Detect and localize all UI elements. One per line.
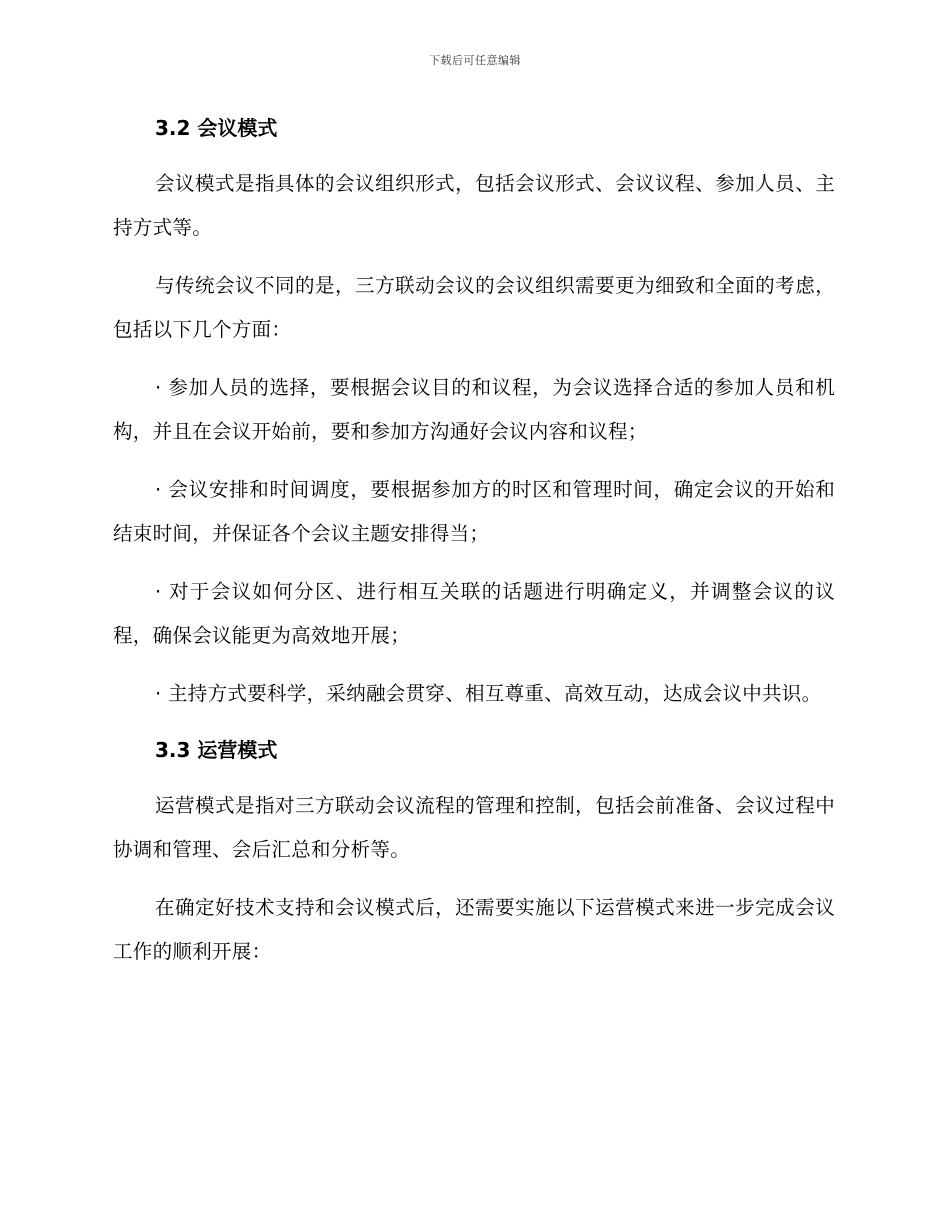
page-header: 下载后可任意编辑 (429, 54, 521, 67)
document-body (113, 108, 835, 988)
bullet-paragraph: · 参加人员的选择，要根据会议目的和议程，为会议选择合适的参加人员和机构，并且在会议开始前，要和参加方沟通好会议内容和议程； (113, 376, 835, 443)
section-heading-3-3: 3.3 运营模式 (155, 738, 278, 762)
section-heading-3-2: 3.2 会议模式 (155, 116, 278, 140)
paragraph: 运营模式是指对三方联动会议流程的管理和控制，包括会前准备、会议过程中协调和管理、会后汇总和分析等。 (113, 794, 835, 861)
bullet-paragraph: · 对于会议如何分区、进行相互关联的话题进行明确定义，并调整会议的议程，确保会议能更为高效地开展； (113, 580, 835, 647)
paragraph: 会议模式是指具体的会议组织形式，包括会议形式、会议议程、参加人员、主持方式等。 (113, 172, 835, 239)
paragraph: 在确定好技术支持和会议模式后，还需要实施以下运营模式来进一步完成会议工作的顺利开展： (113, 896, 835, 963)
bullet-paragraph: · 会议安排和时间调度，要根据参加方的时区和管理时间，确定会议的开始和结束时间，并保证各个会议主题安排得当； (113, 478, 835, 545)
paragraph: 与传统会议不同的是，三方联动会议的会议组织需要更为细致和全面的考虑，包括以下几个方面： (113, 274, 835, 341)
bullet-paragraph: · 主持方式要科学，采纳融会贯穿、相互尊重、高效互动，达成会议中共识。 (155, 682, 822, 705)
